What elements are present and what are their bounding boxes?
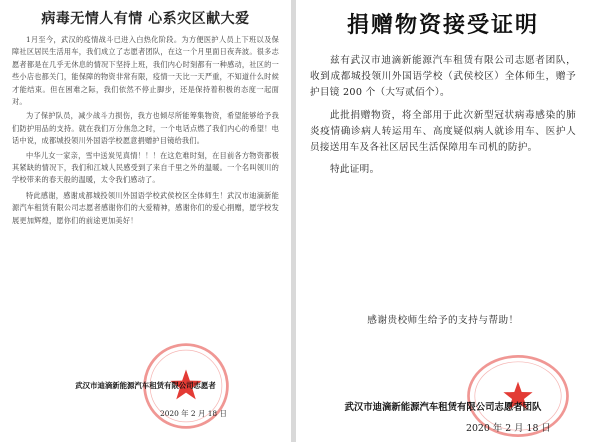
- letter-paragraph: 特此感谢，感谢成都城投领川外国语学校武侯校区全体师生！武汉市迪滴新能源汽车租赁有限公司志愿者感谢你们的大爱精神，感谢你们的爱心捐赠，愿学校发展更加辉煌，愿你们的前途更加美好！: [12, 190, 279, 225]
- signature-organization: 武汉市迪滴新能源汽车租赁有限公司志愿者: [75, 381, 216, 390]
- signature-organization: 武汉市迪滴新能源汽车租赁有限公司志愿者团队: [344, 402, 542, 413]
- letter-title: 病毒无情人有情 心系灾区献大爱: [41, 11, 250, 27]
- certificate-paragraph: 此批捐赠物资，将全部用于此次新型冠状病毒感染的肺炎疫情确诊病人转运用车、高度疑似病人就诊用车、医护人员接送用车及各社区居民生活保障用车司机的防护。: [310, 109, 576, 154]
- letter-body: [12, 34, 279, 227]
- certificate-body: [310, 53, 576, 178]
- certificate-paragraph: 特此证明。: [330, 164, 380, 176]
- letter-paragraph: 为了保护队员，减少战斗力损伤，我方也倾尽所能筹集物资，希望能够给予我们防护用品的支持。就在我们万分焦急之时，一个电话点燃了我们内心的希望！电话中说，成都城投领川外国语学校愿意捐赠护目镜给我们。: [12, 111, 279, 146]
- thanks-line: 感谢贵校师生给予的支持与帮助！: [367, 315, 519, 326]
- signature-date: 2020 年 2 月 18 日: [160, 409, 227, 418]
- signature-date: 2020 年 2 月 18 日: [466, 423, 551, 434]
- appreciation-letter: [0, 0, 291, 442]
- certificate-title: 捐赠物资接受证明: [346, 12, 539, 38]
- letter-paragraph: 中华儿女一家亲，雪中送炭见真情！！！在这危难时刻，在目前各方物资都极其紧缺的情况下，我们和江城人民感受到了来自千里之外的温暖。一个名叫领川的学校带来的春天般的温暖，太令我们感动了。: [12, 150, 279, 185]
- certificate-paragraph: 兹有武汉市迪滴新能源汽车租赁有限公司志愿者团队，收到成都城投领川外国语学校（武侯校区）全体师生，赠予护目镜 200 个（大写贰佰个）。: [310, 55, 576, 99]
- letter-paragraph: 1月至今，武汉的疫情战斗已进入白热化阶段。为方便医护人员上下班以及保障社区居民生活用车，我们成立了志愿者团队，在这一个月里面日夜奔波。很多志愿者都是在几乎无休息的情况下坚持上班，我们内心时刻都有一种感动，社区的一些小店也都关门，能保障的物资非常有限，疫情一天比一天严重，不知道什么时候才能结束。但在困难之际，我们依然不停止脚步，还是保持着积极的态度一起面对。: [12, 35, 279, 107]
- donation-receipt-certificate: [296, 0, 590, 442]
